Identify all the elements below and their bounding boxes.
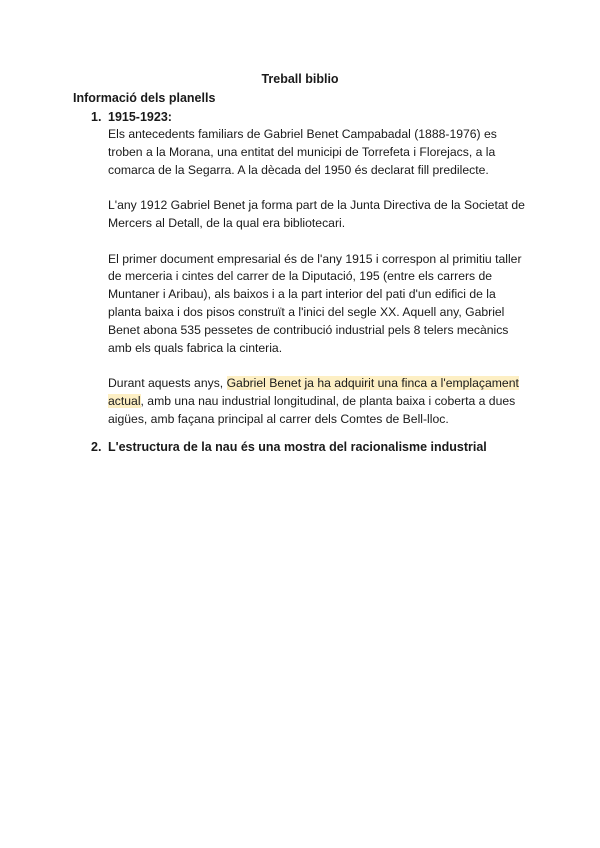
list-item-heading: L'estructura de la nau és una mostra del racionalisme industrial <box>108 440 487 454</box>
highlighted-text[interactable]: Gabriel Benet ja ha adquirit una finca a l'emplaçament actual <box>108 376 519 408</box>
document-title: Treball biblio <box>261 72 339 86</box>
paragraph-text: Durant aquests anys, <box>108 376 227 391</box>
paragraph-highlighted <box>108 375 526 428</box>
list-item-number: 1. <box>91 110 102 124</box>
section-heading: Informació dels planells <box>73 91 216 105</box>
list-item-heading: 1915-1923: <box>108 110 172 124</box>
paragraph-text: , amb una nau industrial longitudinal, de planta baixa i coberta a dues aigües, amb façana principal al carrer dels Comtes de Bell-lloc. <box>108 393 516 426</box>
paragraph: L'any 1912 Gabriel Benet ja forma part de la Junta Directiva de la Societat de Mercers al Detall, de la qual era bibliotecari. <box>108 198 525 230</box>
list-item-body <box>108 126 526 446</box>
paragraph: El primer document empresarial és de l'any 1915 i correspon al primitiu taller de merceria i cintes del carrer de la Diputació, 195 (entre els carrers de Muntaner i Aribau), als baixos i a la part interior del pati d'un edifici de la planta baixa i dos pisos construït a l'inici del segle XX. Aquell any, Gabriel Benet abona 535 pessetes de contribució industrial pels 8 telers mecànics amb els quals fabrica la cinteria. <box>108 251 522 355</box>
paragraph: Els antecedents familiars de Gabriel Benet Campabadal (1888-1976) es troben a la Morana, una entitat del municipi de Torrefeta i Florejacs, a la comarca de la Segarra. A la dècada del 1950 és declarat fill predilecte. <box>108 127 497 177</box>
list-item-number: 2. <box>91 440 102 454</box>
